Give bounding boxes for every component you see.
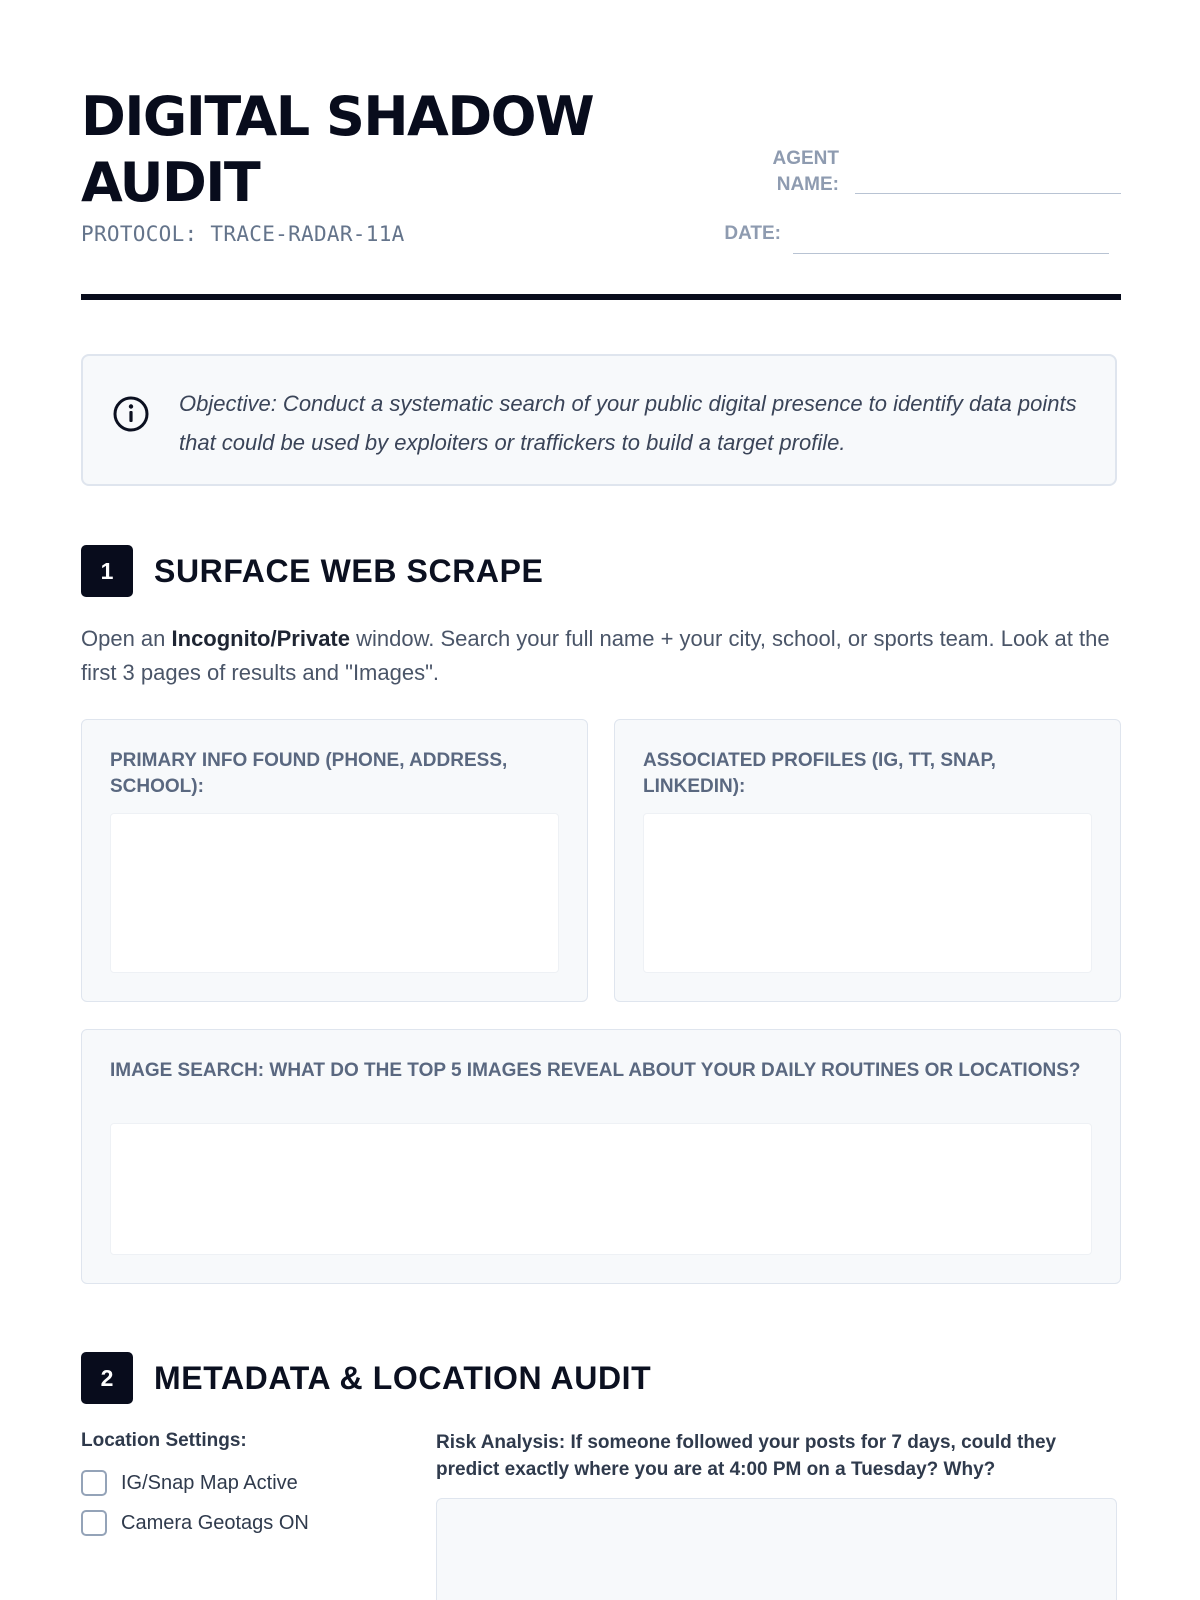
agent-name-field[interactable] <box>855 193 1121 194</box>
associated-profiles-card <box>614 719 1121 1002</box>
image-search-input[interactable] <box>110 1123 1092 1255</box>
objective-text: Objective: Conduct a systematic search of your public digital presence to identify data points that could be used by exploiters or traffickers to build a target profile. <box>179 391 1077 455</box>
info-icon <box>111 394 151 434</box>
risk-analysis-label: Risk Analysis: If someone followed your posts for 7 days, could they predict exactly where you are at 4:00 PM on a Tuesday? Why? <box>436 1432 1057 1480</box>
objective-callout <box>81 354 1117 486</box>
primary-info-input[interactable] <box>110 813 559 973</box>
date-field[interactable] <box>793 253 1109 254</box>
field-label: IMAGE SEARCH: WHAT DO THE TOP 5 IMAGES REVEAL ABOUT YOUR DAILY ROUTINES OR LOCATIONS? <box>110 1060 1081 1081</box>
field-label: PRIMARY INFO FOUND (PHONE, ADDRESS, SCHOOL): <box>110 750 508 797</box>
page-title: DIGITAL SHADOW AUDIT <box>81 85 594 214</box>
protocol-code: PROTOCOL: TRACE-RADAR-11A <box>81 222 405 246</box>
checkbox[interactable] <box>81 1470 107 1496</box>
instructions-text: Open an <box>81 626 172 651</box>
agent-name-label: AGENT NAME: <box>772 148 839 195</box>
worksheet-page <box>81 0 1121 1600</box>
associated-profiles-input[interactable] <box>643 813 1092 973</box>
field-label: ASSOCIATED PROFILES (IG, TT, SNAP, LINKEDIN): <box>643 750 996 797</box>
section-title: SURFACE WEB SCRAPE <box>154 552 544 589</box>
checkbox[interactable] <box>81 1510 107 1536</box>
location-settings-label: Location Settings: <box>81 1430 247 1451</box>
checkbox-label: Camera Geotags ON <box>121 1511 309 1534</box>
header-divider <box>81 294 1121 300</box>
image-search-card <box>81 1029 1121 1284</box>
checkbox-label: IG/Snap Map Active <box>121 1471 298 1494</box>
risk-analysis-input[interactable] <box>436 1498 1117 1600</box>
section-1-header <box>81 545 544 597</box>
checkbox-row-snap-map[interactable] <box>81 1470 298 1496</box>
section-1-instructions <box>81 622 1121 690</box>
primary-info-card <box>81 719 588 1002</box>
checkbox-row-geotags[interactable] <box>81 1510 309 1536</box>
instructions-text: window. Search your full name + your city, school, or sports team. Look at the first 3 pages of results and "Images". <box>81 626 1110 685</box>
section-title: METADATA & LOCATION AUDIT <box>154 1359 652 1396</box>
instructions-emphasis: Incognito/Private <box>171 626 350 651</box>
date-label: DATE: <box>724 223 781 244</box>
section-2-header <box>81 1352 651 1404</box>
section-number-badge: 1 <box>81 545 133 597</box>
section-number-badge: 2 <box>81 1352 133 1404</box>
